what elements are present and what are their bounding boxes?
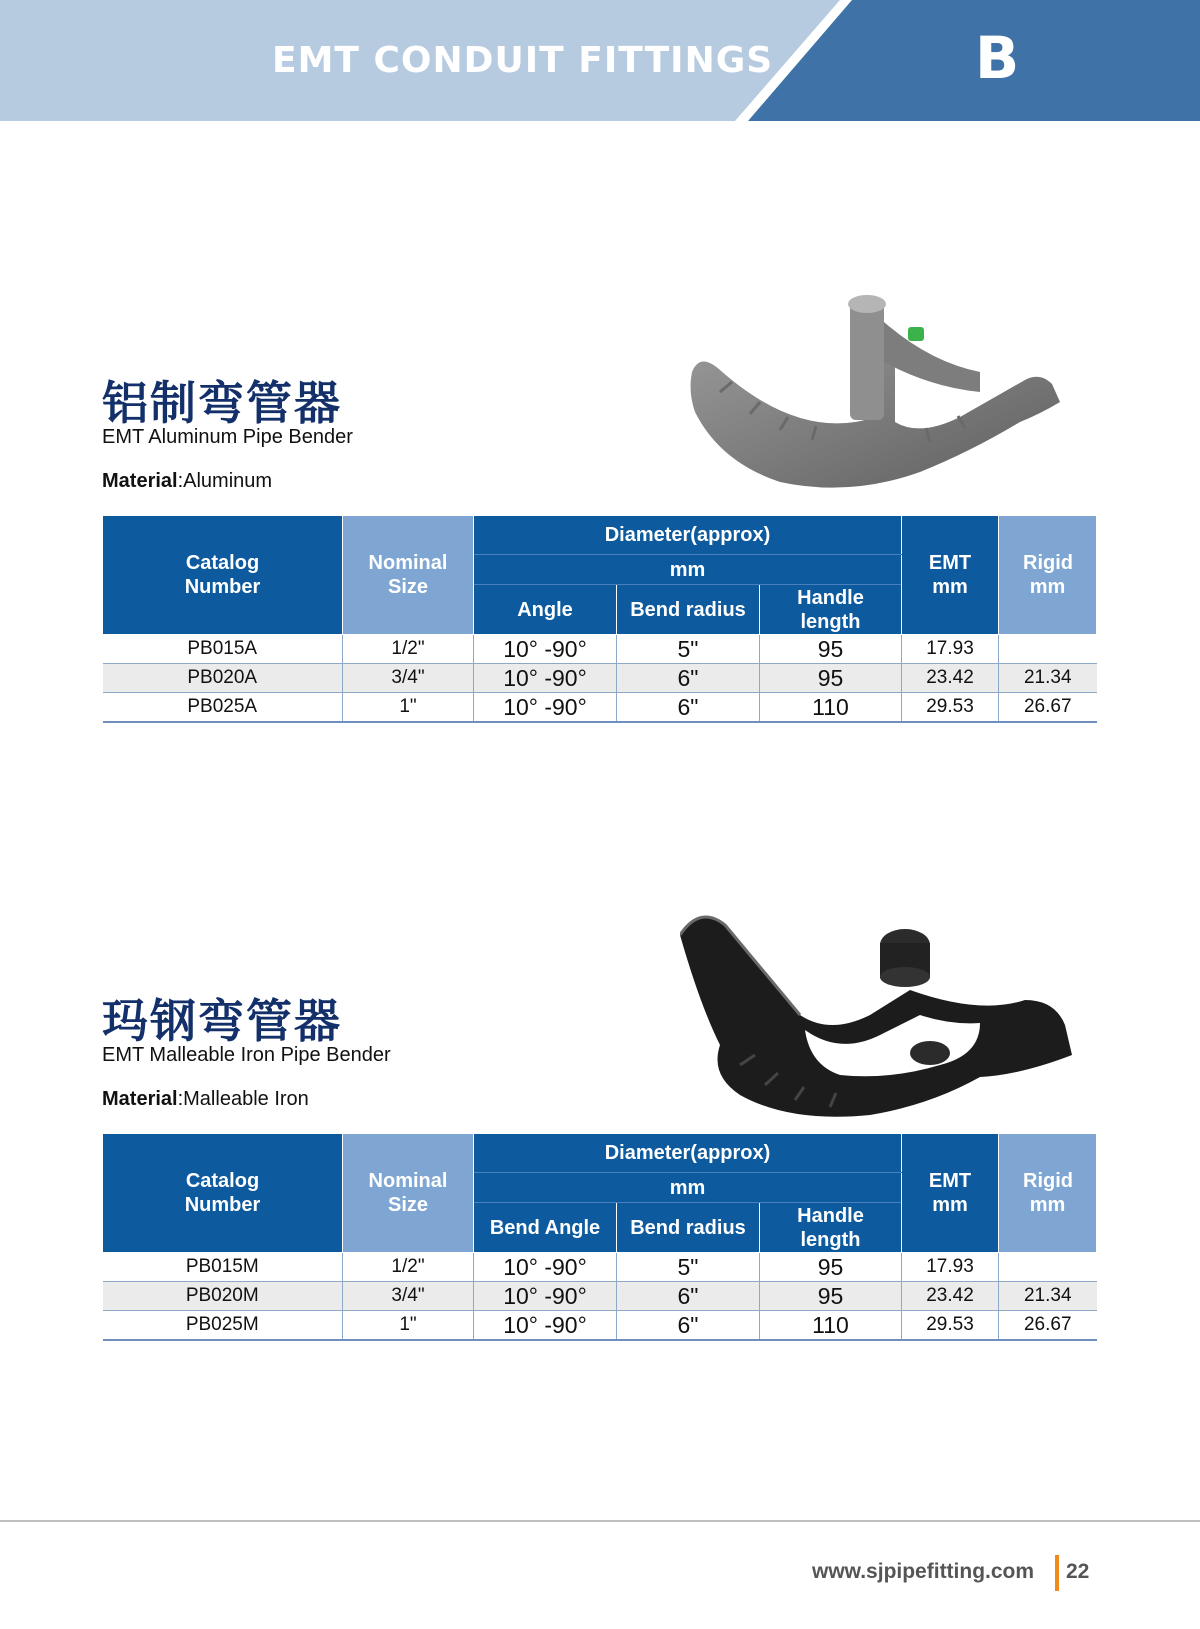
- header-nominal-size: Nominal Size: [343, 516, 474, 635]
- product-material: [102, 470, 272, 493]
- table-row: [103, 1253, 1097, 1282]
- cell-handle-length: 110: [760, 693, 902, 723]
- cell-nominal: 1": [343, 1311, 474, 1341]
- material-label: Material: [102, 470, 178, 492]
- cell-bend-radius: 6": [617, 1311, 760, 1341]
- cell-rigid: [999, 1253, 1097, 1282]
- header-emt: EMT mm: [902, 1134, 999, 1253]
- cell-catalog: PB020A: [103, 664, 343, 693]
- cell-handle-length: 95: [760, 1282, 902, 1311]
- cell-bend-radius: 6": [617, 664, 760, 693]
- malleable-iron-pipe-bender-image: [680, 905, 1100, 1125]
- cell-angle: 10° -90°: [474, 1282, 617, 1311]
- header-title: EMT CONDUIT FITTINGS: [272, 40, 774, 81]
- footer-divider: [0, 1520, 1200, 1522]
- table-row: [103, 1311, 1097, 1341]
- header-angle: Bend Angle: [474, 1203, 617, 1253]
- header-catalog-number: Catalog Number: [103, 516, 343, 635]
- cell-bend-radius: 5": [617, 1253, 760, 1282]
- cell-bend-radius: 5": [617, 635, 760, 664]
- cell-rigid: 26.67: [999, 693, 1097, 723]
- cell-angle: 10° -90°: [474, 1253, 617, 1282]
- page-number: 22: [1066, 1560, 1090, 1583]
- header-unit: mm: [474, 555, 902, 585]
- product-en-title: EMT Aluminum Pipe Bender: [102, 426, 353, 448]
- cell-emt: 23.42: [902, 1282, 999, 1311]
- product-cn-title: 玛钢弯管器: [102, 994, 342, 1048]
- material-value: :Malleable Iron: [177, 1088, 309, 1110]
- header-nominal-size: Nominal Size: [343, 1134, 474, 1253]
- cell-emt: 17.93: [902, 635, 999, 664]
- cell-nominal: 1/2": [343, 1253, 474, 1282]
- table-row: [103, 1282, 1097, 1311]
- cell-rigid: 26.67: [999, 1311, 1097, 1341]
- product-material: [102, 1088, 309, 1111]
- material-label: Material: [102, 1088, 178, 1110]
- header-banner: [0, 0, 1200, 121]
- cell-handle-length: 110: [760, 1311, 902, 1341]
- header-diameter: Diameter(approx): [474, 1134, 902, 1173]
- cell-emt: 29.53: [902, 693, 999, 723]
- header-unit: mm: [474, 1173, 902, 1203]
- cell-nominal: 1": [343, 693, 474, 723]
- table-row: [103, 693, 1097, 723]
- footer-separator: [1055, 1555, 1059, 1591]
- cell-catalog: PB020M: [103, 1282, 343, 1311]
- section-letter: B: [975, 24, 1020, 92]
- cell-rigid: [999, 635, 1097, 664]
- cell-handle-length: 95: [760, 635, 902, 664]
- material-value: :Aluminum: [177, 470, 273, 492]
- product-en-title: EMT Malleable Iron Pipe Bender: [102, 1044, 391, 1066]
- cell-bend-radius: 6": [617, 693, 760, 723]
- cell-catalog: PB025A: [103, 693, 343, 723]
- header-bend-radius: Bend radius: [617, 1203, 760, 1253]
- cell-rigid: 21.34: [999, 1282, 1097, 1311]
- product-cn-title: 铝制弯管器: [102, 376, 342, 430]
- cell-bend-radius: 6": [617, 1282, 760, 1311]
- cell-emt: 29.53: [902, 1311, 999, 1341]
- cell-nominal: 3/4": [343, 1282, 474, 1311]
- table-row: [103, 635, 1097, 664]
- cell-catalog: PB015A: [103, 635, 343, 664]
- cell-angle: 10° -90°: [474, 1311, 617, 1341]
- cell-handle-length: 95: [760, 664, 902, 693]
- cell-emt: 17.93: [902, 1253, 999, 1282]
- header-angle: Angle: [474, 585, 617, 635]
- cell-nominal: 1/2": [343, 635, 474, 664]
- cell-rigid: 21.34: [999, 664, 1097, 693]
- cell-angle: 10° -90°: [474, 635, 617, 664]
- header-handle-length: Handle length: [760, 585, 902, 635]
- header-emt: EMT mm: [902, 516, 999, 635]
- cell-catalog: PB025M: [103, 1311, 343, 1341]
- header-rigid: Rigid mm: [999, 1134, 1097, 1253]
- aluminum-pipe-bender-image: [680, 292, 1080, 502]
- cell-emt: 23.42: [902, 664, 999, 693]
- header-bend-radius: Bend radius: [617, 585, 760, 635]
- cell-nominal: 3/4": [343, 664, 474, 693]
- spec-table-malleable-iron: [102, 1133, 1097, 1341]
- spec-table-aluminum: [102, 515, 1097, 723]
- header-diameter: Diameter(approx): [474, 516, 902, 555]
- footer-url-link[interactable]: www.sjpipefitting.com: [812, 1560, 1035, 1583]
- cell-angle: 10° -90°: [474, 664, 617, 693]
- header-rigid: Rigid mm: [999, 516, 1097, 635]
- header-catalog-number: Catalog Number: [103, 1134, 343, 1253]
- header-handle-length: Handle length: [760, 1203, 902, 1253]
- cell-angle: 10° -90°: [474, 693, 617, 723]
- table-row: [103, 664, 1097, 693]
- cell-handle-length: 95: [760, 1253, 902, 1282]
- cell-catalog: PB015M: [103, 1253, 343, 1282]
